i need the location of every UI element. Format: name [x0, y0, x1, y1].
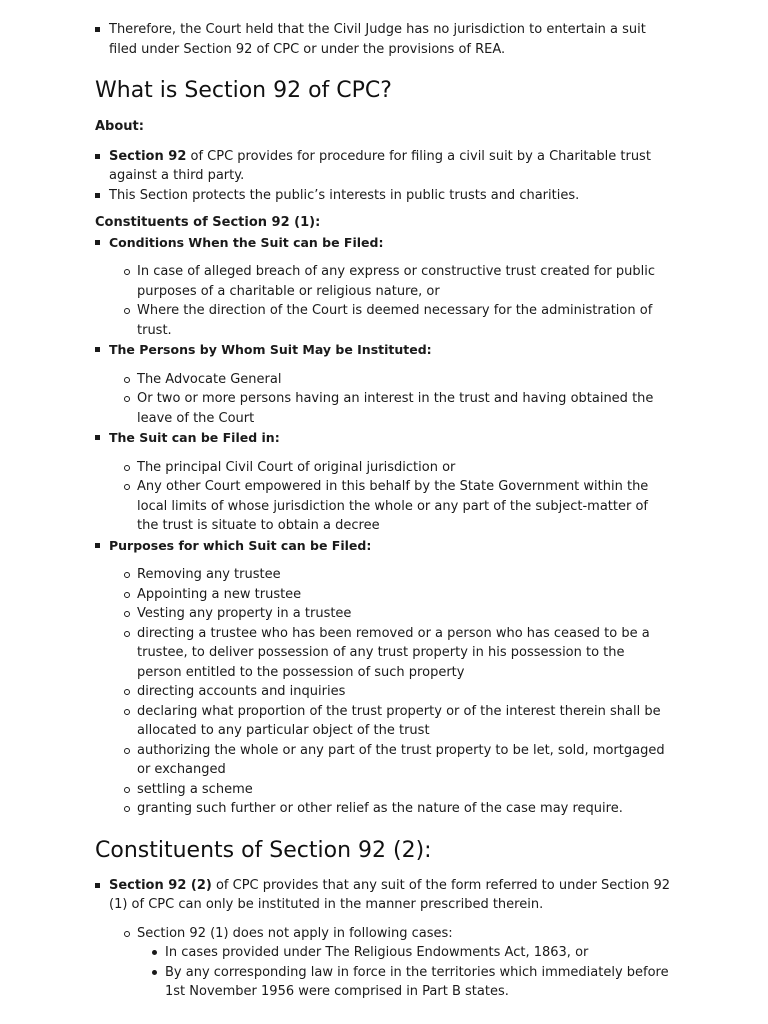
about-label: About:	[95, 119, 144, 134]
sub-list-item: Removing any trustee	[123, 565, 672, 585]
sub-list-item: directing accounts and inquiries	[123, 682, 672, 702]
sub-list-item: Any other Court empowered in this behalf by the State Government within the local limits of whose jurisdiction the whole or any part of the subject-matter of the trust is situate to obtain a decree	[123, 477, 672, 536]
sub-list	[123, 565, 672, 819]
constituents-label: Constituents of Section 92 (1):	[95, 215, 321, 230]
sub-list-item: Where the direction of the Court is deemed necessary for the administration of trust.	[123, 301, 672, 340]
sub-list-item: Or two or more persons having an interest in the trust and having obtained the leave of the Court	[123, 389, 672, 428]
list-item-group: Purposes for which Suit can be Filed: Removing any trustee Appointing a new trustee Vesting any property in a trustee directing a trustee who has been removed or a person who has ceased to be a trustee, to deliver possession of any trust property in his possession to the person entitled to the possession of such property directing accounts and inquiries declaring what proportion of the trust property or of the interest therein shall be allocated to any particular object of the trust authorizing the whole or any part of the trust property to be let, sold, mortgaged or exchanged settling a scheme granting such further or other relief as the nature of the case may require.	[95, 536, 672, 819]
sub-list-item: declaring what proportion of the trust property or of the interest therein shall be allocated to any particular object of the trust	[123, 702, 672, 741]
sub-list	[123, 370, 672, 429]
list-item-group: Section 92 (2) of CPC provides that any suit of the form referred to under Section 92 (1) of CPC can only be instituted in the manner prescribed therein. Section 92 (1) does not apply in following cases: In cases provided under The Religious Endowments Act, 1863, or By any corresponding law in force in the territories which immediately before 1st November 1956 were comprised in Part B states.	[95, 876, 672, 1002]
cases-list	[151, 943, 672, 1002]
section2-list	[95, 876, 672, 1002]
sub-list-item: granting such further or other relief as the nature of the case may require.	[123, 799, 672, 819]
case-item: In cases provided under The Religious Endowments Act, 1863, or	[151, 943, 672, 963]
intro-list	[95, 20, 672, 59]
sub-list-item: settling a scheme	[123, 780, 672, 800]
section-heading-constituents-92-2: Constituents of Section 92 (2):	[95, 837, 432, 863]
sub-list-item: authorizing the whole or any part of the trust property to be let, sold, mortgaged or exchanged	[123, 741, 672, 780]
sub-list	[123, 458, 672, 536]
list-item: Section 92 of CPC provides for procedure for filing a civil suit by a Charitable trust against a third party.	[95, 147, 672, 186]
case-item: By any corresponding law in force in the territories which immediately before 1st November 1956 were comprised in Part B states.	[151, 963, 672, 1002]
sub-list-item: Appointing a new trustee	[123, 585, 672, 605]
sub-list-item: The Advocate General	[123, 370, 672, 390]
list-item-group: The Suit can be Filed in: The principal Civil Court of original jurisdiction or Any other Court empowered in this behalf by the State Government within the local limits of whose jurisdiction the whole or any part of the subject-matter of the trust is situate to obtain a decree	[95, 428, 672, 536]
sub-list-item: directing a trustee who has been removed or a person who has ceased to be a trustee, to deliver possession of any trust property in his possession to the person entitled to the possession of such property	[123, 624, 672, 683]
list-item: This Section protects the public’s interests in public trusts and charities.	[95, 186, 672, 206]
list-item-group: Conditions When the Suit can be Filed: In case of alleged breach of any express or constructive trust created for public purposes of a charitable or religious nature, or Where the direction of the Court is deemed necessary for the administration of trust.	[95, 233, 672, 341]
sub-list-item: Section 92 (1) does not apply in following cases: In cases provided under The Religious Endowments Act, 1863, or By any corresponding law in force in the territories which immediately before 1st November 1956 were comprised in Part B states.	[123, 924, 672, 1002]
sub-list	[123, 262, 672, 340]
section-heading-what-is-92: What is Section 92 of CPC?	[95, 78, 392, 103]
list-item-group: The Persons by Whom Suit May be Instituted: The Advocate General Or two or more persons having an interest in the trust and having obtained the leave of the Court	[95, 340, 672, 428]
sub-list-item: Vesting any property in a trustee	[123, 604, 672, 624]
sub-list-item: In case of alleged breach of any express or constructive trust created for public purposes of a charitable or religious nature, or	[123, 262, 672, 301]
about-list	[95, 147, 672, 206]
sub-list-item: The principal Civil Court of original jurisdiction or	[123, 458, 672, 478]
sub-list	[123, 924, 672, 1002]
constituents-list	[95, 233, 672, 819]
list-item: Therefore, the Court held that the Civil Judge has no jurisdiction to entertain a suit filed under Section 92 of CPC or under the provisions of REA.	[95, 20, 672, 59]
